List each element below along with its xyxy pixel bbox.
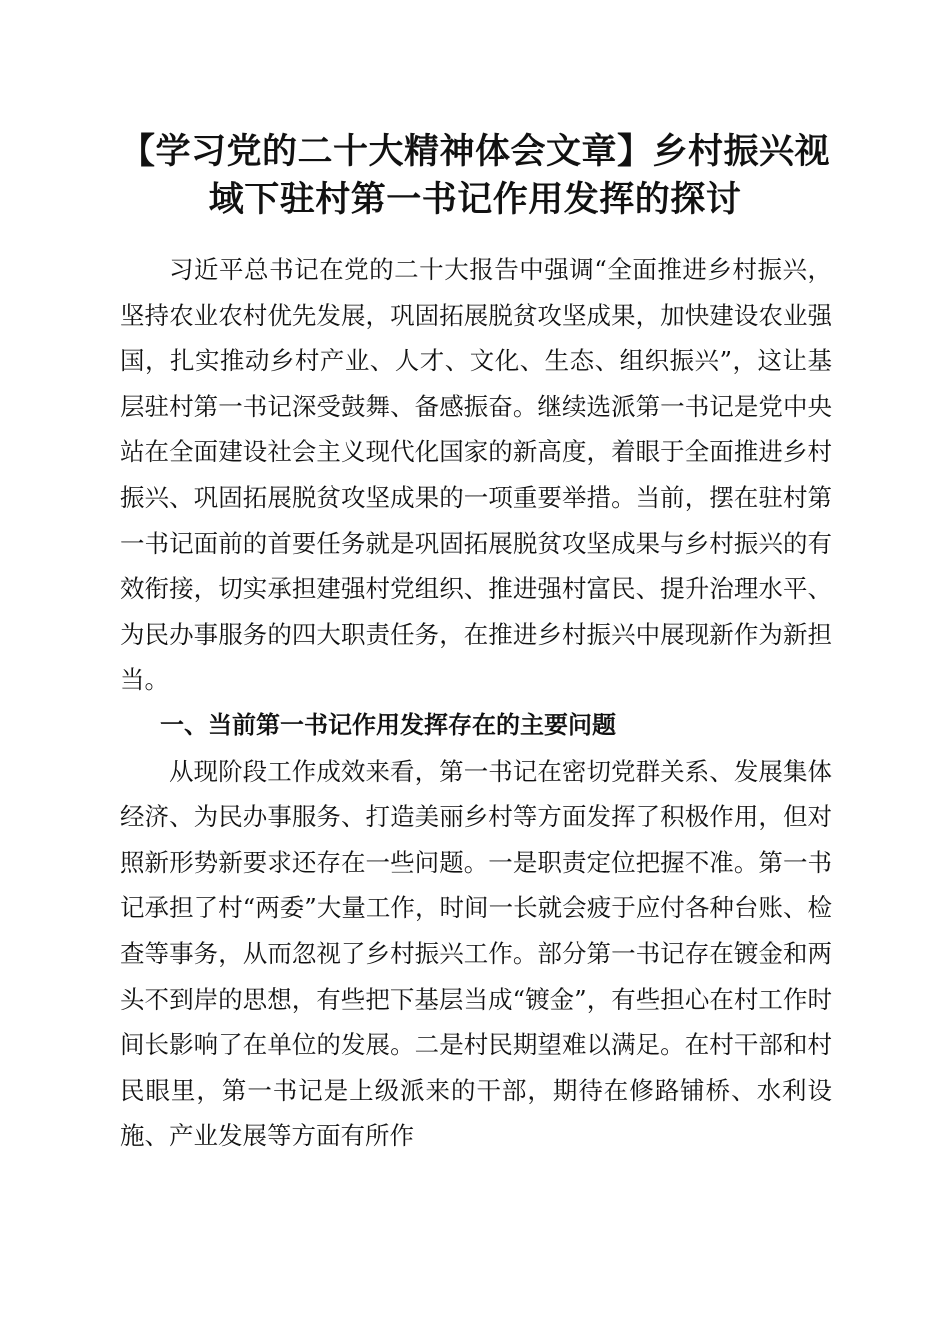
document-title (100, 128, 850, 224)
document-body (120, 247, 832, 1159)
title-line-2: 域下驻村第一书记作用发挥的探讨 (208, 180, 742, 220)
body-paragraph-2: 从现阶段工作成效来看，第一书记在密切党群关系、发展集体经济、为民办事服务、打造美丽乡村等方面发挥了积极作用，但对照新形势新要求还存在一些问题。一是职责定位把握不准。第一书记承担了村“两委”大量工作，时间一长就会疲于应付各种台账、检查等事务，从而忽视了乡村振兴工作。部分第一书记存在镀金和两头不到岸的思想，有些把下基层当成“镀金”，有些担心在村工作时间长影响了在单位的发展。二是村民期望难以满足。在村干部和村民眼里，第一书记是上级派来的干部，期待在修路铺桥、水利设施、产业发展等方面有所作 (120, 756, 832, 1151)
section-heading-1: 一、当前第一书记作用发挥存在的主要问题 (160, 710, 616, 739)
intro-paragraph: 习近平总书记在党的二十大报告中强调“全面推进乡村振兴，坚持农业农村优先发展，巩固拓展脱贫攻坚成果，加快建设农业强国，扎实推动乡村产业、人才、文化、生态、组织振兴”，这让基层驻村第一书记深受鼓舞、备感振奋。继续选派第一书记是党中央站在全面建设社会主义现代化国家的新高度，着眼于全面推进乡村振兴、巩固拓展脱贫攻坚成果的一项重要举措。当前，摆在驻村第一书记面前的首要任务就是巩固拓展脱贫攻坚成果与乡村振兴的有效衔接，切实承担建强村党组织、推进强村富民、提升治理水平、为民办事服务的四大职责任务，在推进乡村振兴中展现新作为新担当。 (120, 255, 832, 695)
title-line-1: 【学习党的二十大精神体会文章】乡村振兴视 (119, 132, 830, 172)
